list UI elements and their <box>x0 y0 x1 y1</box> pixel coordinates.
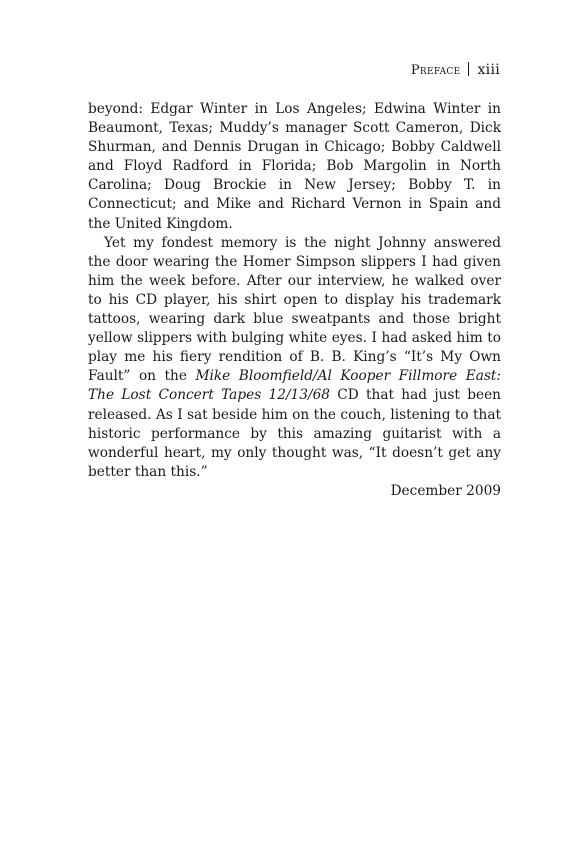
paragraph-2-part-2: CD that had just been released. As I sat beside him on the couch, listening to that historic performance by this amazing guitarist with a wonderful heart, my only thought was, “It doesn’t get any better than this.” <box>88 387 501 480</box>
paragraph-2 <box>88 234 501 482</box>
running-head-separator <box>468 62 469 76</box>
paragraph-2-part-1: Yet my fondest memory is the night Johnny answered the door wearing the Homer Simpson slippers I had given him the week before. After our interview, he walked over to his CD player, his shirt open to display his trademark tattoos, wearing dark blue sweatpants and those bright yellow slippers with bulging white eyes. I had asked him to play me his fiery rendition of B. B. King’s “It’s My Own Fault” on the <box>88 234 501 385</box>
running-head-section: Preface <box>410 63 461 78</box>
running-head <box>411 60 500 78</box>
page-number: xiii <box>477 62 500 78</box>
dateline: December 2009 <box>390 482 501 499</box>
body-text <box>88 100 501 501</box>
paragraph-1: beyond: Edgar Winter in Los Angeles; Edwina Winter in Beaumont, Texas; Muddy’s manager Scott Cameron, Dick Shurman, and Dennis Drugan in Chicago; Bobby Caldwell and Floyd Radford in Florida; Bob Margolin in North Carolina; Doug Brockie in New Jersey; Bobby T. in Connecticut; and Mike and Richard Vernon in Spain and the United Kingdom. <box>88 101 501 232</box>
album-title: Mike Bloomfield/Al Kooper Fillmore East: The Lost Concert Tapes 12/13/68 <box>88 368 501 404</box>
